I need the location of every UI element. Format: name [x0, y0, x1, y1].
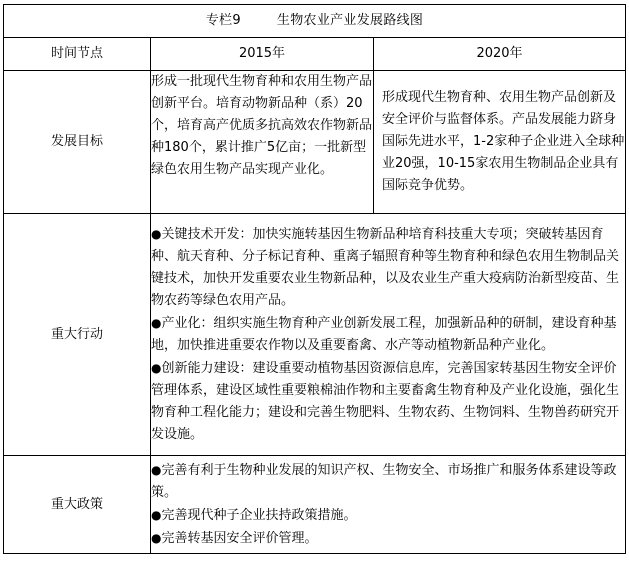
bullet-icon: ● — [151, 463, 162, 477]
table-title-text: 生物农业产业发展路线图 — [276, 13, 424, 28]
policy-item-text: 完善转基因安全评价管理。 — [161, 531, 318, 546]
action-item-text: 创新能力建设：建设重要动植物基因资源信息库，完善国家转基因生物安全评价管理体系，建设区域性重要粮棉油作物和主要畜禽生物育种及产业化设施，强化生物育种工程化能力；建设和完善生物肥料、生物农药、生物饲料、生物兽药研究开发设施。 — [151, 361, 620, 442]
policies-label: 重大政策 — [4, 456, 151, 554]
policy-item-text: 完善有利于生物种业发展的知识产权、生物安全、市场推广和服务体系建设等政策。 — [151, 463, 617, 500]
actions-label: 重大行动 — [4, 214, 151, 456]
goals-2015-cell: 形成一批现代生物育种和农用生物产品创新平台。培育动物新品种（系）20个，培育高产优质多抗高效农作物新品种180个，累计推广5亿亩；一批新型绿色农用生物产品实现产业化。 — [151, 71, 374, 214]
bullet-icon: ● — [151, 508, 162, 522]
actions-cell — [151, 214, 626, 456]
column-number-label: 专栏9 — [205, 13, 241, 28]
header-year-2020: 2020年 — [374, 38, 626, 71]
header-row — [4, 38, 626, 71]
policy-item — [151, 527, 625, 550]
roadmap-table — [3, 4, 626, 554]
policies-row — [4, 456, 626, 554]
title-row — [4, 5, 626, 38]
actions-row — [4, 214, 626, 456]
bullet-icon: ● — [151, 227, 162, 241]
goals-label: 发展目标 — [4, 71, 151, 214]
goals-2020-cell: 形成现代生物育种、农用生物产品创新及安全评价与监督体系。产品发展能力跻身国际先进水平，1-2家种子企业进入全球种业20强，10-15家农用生物制品企业具有国际竞争优势。 — [374, 71, 626, 214]
header-year-2015: 2015年 — [151, 38, 374, 71]
goals-row — [4, 71, 626, 214]
policy-item — [151, 504, 625, 527]
action-item — [151, 312, 625, 357]
action-item-text: 关键技术开发：加快实施转基因生物新品种培育科技重大专项；突破转基因育种、航天育种、分子标记育种、重离子辐照育种等生物育种和绿色农用生物制品关键技术，加快开发重要农业生物新品种，以及农业生产重大疫病防治新型疫苗、生物农药等绿色农用产品。 — [151, 227, 620, 308]
policy-item-text: 完善现代种子企业扶持政策措施。 — [161, 508, 357, 523]
policies-cell — [151, 456, 626, 554]
bullet-icon: ● — [151, 361, 162, 375]
table-title — [4, 5, 626, 38]
bullet-icon: ● — [151, 316, 162, 330]
action-item — [151, 223, 625, 312]
header-time-node: 时间节点 — [4, 38, 151, 71]
bullet-icon: ● — [151, 531, 162, 545]
policy-item — [151, 459, 625, 504]
action-item — [151, 357, 625, 446]
action-item-text: 产业化：组织实施生物育种产业创新发展工程，加强新品种的研制，建设育种基地，加快推进重要农作物以及重要畜禽、水产等动植物新品种产业化。 — [151, 316, 617, 353]
